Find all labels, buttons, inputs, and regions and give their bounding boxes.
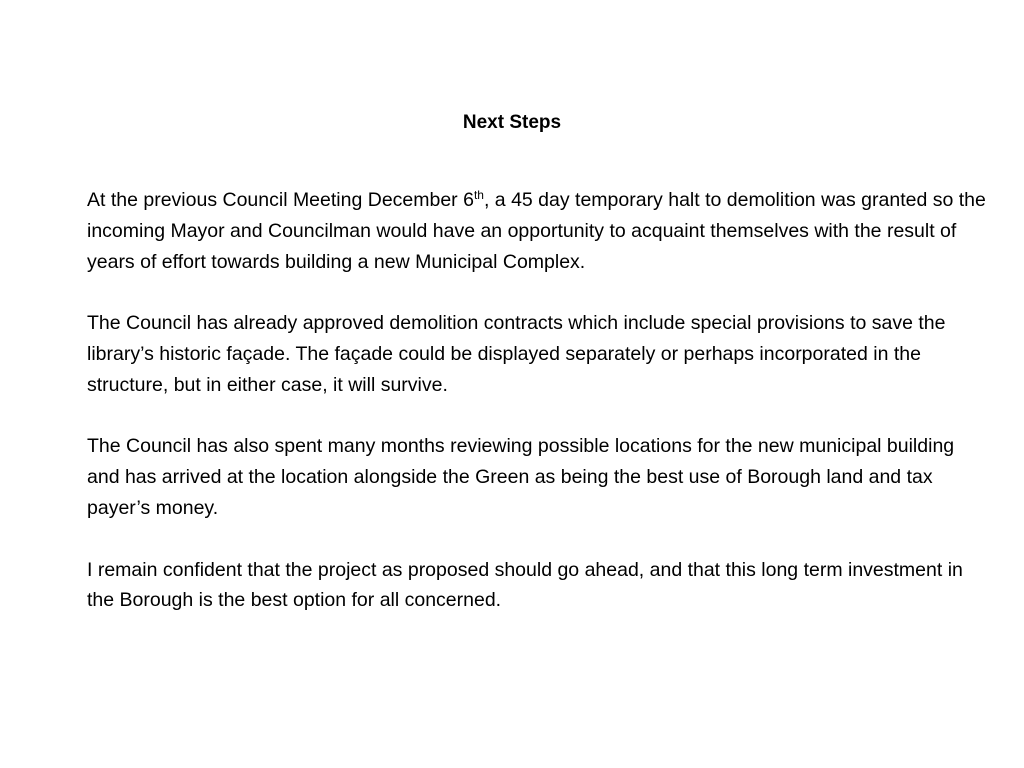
body-text [87, 185, 987, 647]
paragraph-text: , a 45 day temporary halt to demolition was granted so the incoming Mayor and Councilman would have an opportunity to acquaint themselves with the result of years of effort towards building a new Municipal Complex. [87, 189, 986, 273]
paragraph-council-meeting [87, 185, 987, 277]
paragraph-demolition-contracts: The Council has already approved demolition contracts which include special provisions to save the library’s historic façade. The façade could be displayed separately or perhaps incorporated in the structure, but in either case, it will survive. [87, 312, 946, 396]
page-title: Next Steps [462, 112, 562, 133]
paragraph-conclusion: I remain confident that the project as proposed should go ahead, and that this long term investment in the Borough is the best option for all concerned. [87, 558, 963, 612]
ordinal-suffix: th [473, 188, 484, 202]
paragraph-locations: The Council has also spent many months reviewing possible locations for the new municipal building and has arrived at the location alongside the Green as being the best use of Borough land and tax payer’s money. [87, 435, 955, 519]
paragraph-text: At the previous Council Meeting December 6 [87, 189, 474, 211]
